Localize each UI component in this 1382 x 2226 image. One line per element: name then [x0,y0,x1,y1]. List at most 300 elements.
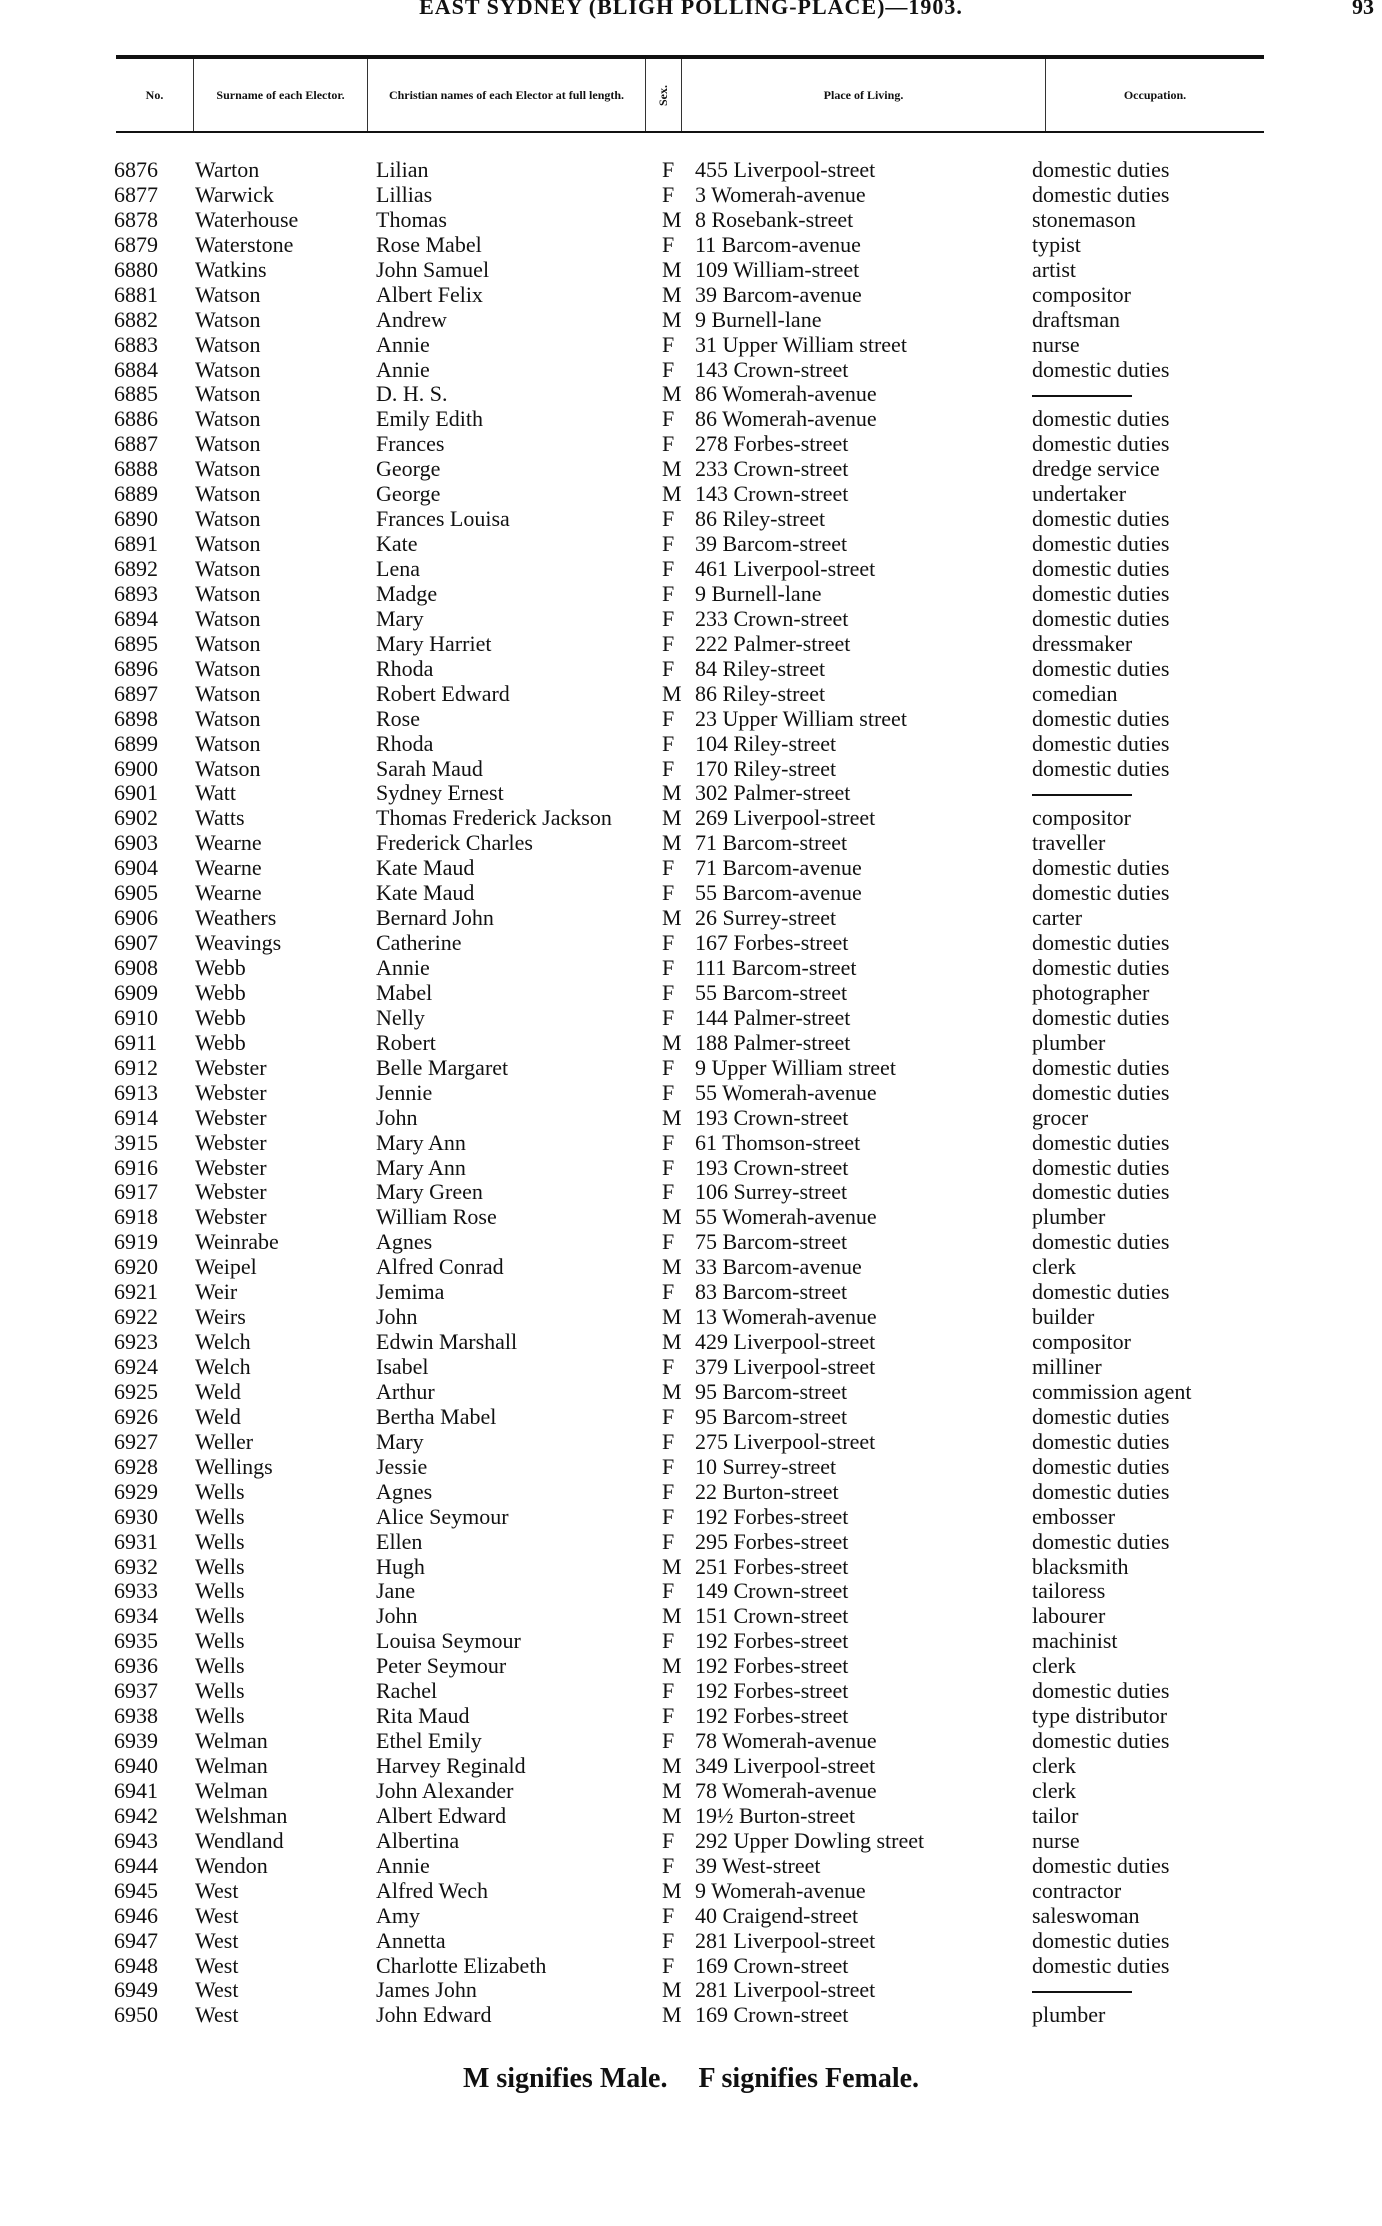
elector-christian-names: Mabel [376,979,433,1005]
elector-number: 6949 [114,1977,158,2003]
elector-surname: Welman [195,1728,268,1754]
elector-occupation: nurse [1032,331,1080,357]
table-row [0,1031,1382,1056]
elector-christian-names: George [376,481,441,507]
elector-surname: Waterhouse [195,206,299,232]
table-row [0,1579,1382,1604]
elector-sex: F [662,556,675,581]
elector-place-of-living: 295 Forbes-street [695,1528,849,1554]
elector-sex: M [662,805,682,831]
elector-christian-names: Louisa Seymour [376,1628,521,1654]
female-legend: F signifies Female. [698,2063,920,2094]
table-row [0,856,1382,881]
blank-occupation-dash [1032,794,1132,796]
elector-sex: M [662,1254,682,1280]
table-row [0,1505,1382,1530]
elector-number: 6892 [114,556,158,581]
elector-sex: F [662,1179,675,1205]
elector-surname: Watson [195,281,261,307]
elector-number: 6897 [114,680,158,706]
elector-occupation: embosser [1032,1503,1116,1529]
column-header-occupation: Occupation. [1123,87,1187,102]
elector-place-of-living: 9 Upper William street [695,1054,896,1080]
elector-occupation: domestic duties [1032,1952,1170,1978]
table-row [0,1629,1382,1654]
elector-christian-names: Mary Harriet [376,630,492,656]
table-row [0,333,1382,358]
elector-sex: F [662,1453,675,1479]
elector-number: 6881 [114,281,158,307]
elector-place-of-living: 455 Liverpool-street [695,157,876,182]
elector-number: 6939 [114,1728,158,1754]
elector-surname: Wells [195,1628,245,1654]
elector-christian-names: Agnes [376,1478,433,1504]
elector-occupation: milliner [1032,1354,1102,1379]
elector-number: 6911 [114,1029,158,1055]
elector-place-of-living: 281 Liverpool-street [695,1977,876,2003]
elector-sex: F [662,930,675,956]
table-row [0,582,1382,607]
table-row [0,781,1382,806]
elector-sex: F [662,1079,675,1105]
elector-occupation: clerk [1032,1254,1076,1280]
elector-surname: Welch [195,1329,251,1355]
elector-number: 6886 [114,406,158,432]
elector-place-of-living: 192 Forbes-street [695,1678,849,1704]
elector-christian-names: John [376,1304,418,1330]
elector-number: 6931 [114,1528,158,1554]
elector-place-of-living: 86 Womerah-avenue [695,406,877,432]
running-head [0,0,1382,20]
elector-sex: F [662,1728,675,1754]
elector-occupation: tailoress [1032,1578,1106,1604]
elector-occupation: domestic duties [1032,930,1170,956]
elector-christian-names: Kate Maud [376,855,475,881]
elector-christian-names: Albert Edward [376,1802,507,1828]
elector-surname: Weinrabe [195,1229,279,1255]
elector-occupation: artist [1032,256,1076,282]
elector-number: 6894 [114,605,158,631]
elector-place-of-living: 55 Womerah-avenue [695,1079,877,1105]
table-row [0,1056,1382,1081]
elector-surname: Waterstone [195,231,294,257]
elector-occupation: traveller [1032,830,1106,856]
elector-sex: F [662,605,675,631]
elector-christian-names: Alice Seymour [376,1503,509,1529]
table-row [0,707,1382,732]
table-row [0,1330,1382,1355]
table-row [0,1205,1382,1230]
elector-christian-names: Lillias [376,181,433,207]
elector-place-of-living: 106 Surrey-street [695,1179,848,1205]
elector-sex: M [662,2002,682,2028]
table-row [0,1929,1382,1954]
elector-sex: F [662,1054,675,1080]
table-row [0,507,1382,532]
elector-occupation [1032,1978,1132,2002]
elector-surname: Wells [195,1678,245,1704]
elector-sex: F [662,1678,675,1704]
elector-place-of-living: 192 Forbes-street [695,1628,849,1654]
elector-occupation: clerk [1032,1777,1076,1803]
elector-surname: Wells [195,1553,245,1579]
elector-occupation: draftsman [1032,306,1120,332]
elector-surname: Webb [195,1029,246,1055]
elector-christian-names: Ethel Emily [376,1728,482,1754]
elector-surname: Weavings [195,930,282,956]
elector-christian-names: Frances [376,431,445,457]
page-title: EAST SYDNEY (BLIGH POLLING-PLACE)—1903. [419,0,963,19]
elector-surname: Webster [195,1154,267,1180]
elector-number: 3915 [114,1129,158,1155]
elector-place-of-living: 55 Barcom-avenue [695,880,862,906]
elector-surname: Wearne [195,855,262,881]
table-row [0,682,1382,707]
table-row [0,1280,1382,1305]
table-row [0,1455,1382,1480]
elector-place-of-living: 143 Crown-street [695,356,849,382]
elector-surname: Wellings [195,1453,273,1479]
elector-number: 6914 [114,1104,158,1130]
table-row [0,632,1382,657]
elector-occupation: domestic duties [1032,855,1170,881]
table-row [0,1131,1382,1156]
elector-number: 6927 [114,1428,158,1454]
elector-sex: F [662,1004,675,1030]
elector-occupation: domestic duties [1032,1004,1170,1030]
elector-occupation: domestic duties [1032,157,1170,182]
elector-christian-names: Edwin Marshall [376,1329,518,1355]
elector-number: 6947 [114,1927,158,1953]
elector-occupation: domestic duties [1032,730,1170,756]
elector-christian-names: James John [376,1977,477,2003]
elector-occupation: domestic duties [1032,556,1170,581]
elector-occupation: type distributor [1032,1703,1168,1729]
elector-christian-names: Rachel [376,1678,438,1704]
elector-surname: Webster [195,1179,267,1205]
elector-occupation: domestic duties [1032,431,1170,457]
elector-christian-names: Peter Seymour [376,1653,507,1679]
elector-place-of-living: 78 Womerah-avenue [695,1728,877,1754]
elector-occupation [1032,382,1132,406]
elector-number: 6902 [114,805,158,831]
elector-place-of-living: 233 Crown-street [695,456,849,482]
elector-sex: F [662,1129,675,1155]
blank-occupation-dash [1032,1991,1132,1993]
elector-number: 6920 [114,1254,158,1280]
table-row [0,831,1382,856]
elector-christian-names: Mary [376,605,424,631]
elector-place-of-living: 170 Riley-street [695,755,837,781]
table-row [0,382,1382,407]
elector-occupation: domestic duties [1032,1678,1170,1704]
table-row [0,1555,1382,1580]
elector-christian-names: Lena [376,556,420,581]
elector-place-of-living: 33 Barcom-avenue [695,1254,862,1280]
elector-occupation: domestic duties [1032,1852,1170,1878]
elector-occupation: domestic duties [1032,880,1170,906]
elector-place-of-living: 144 Palmer-street [695,1004,851,1030]
elector-sex: F [662,855,675,881]
table-row [0,358,1382,383]
elector-surname: Webb [195,955,246,980]
elector-occupation: dressmaker [1032,630,1133,656]
elector-sex: M [662,281,682,307]
elector-occupation: dredge service [1032,456,1160,482]
elector-surname: Webster [195,1054,267,1080]
elector-sex: F [662,1154,675,1180]
elector-occupation: domestic duties [1032,531,1170,557]
elector-occupation: blacksmith [1032,1553,1129,1579]
elector-christian-names: Hugh [376,1553,425,1579]
elector-number: 6887 [114,431,158,457]
table-row [0,1779,1382,1804]
elector-surname: Warwick [195,181,274,207]
elector-place-of-living: 278 Forbes-street [695,431,849,457]
elector-number: 6919 [114,1229,158,1255]
elector-sex: M [662,905,682,931]
elector-number: 6910 [114,1004,158,1030]
table-row [0,1954,1382,1979]
elector-occupation: domestic duties [1032,1154,1170,1180]
elector-christian-names: Alfred Wech [376,1877,489,1903]
elector-surname: Welch [195,1354,251,1379]
elector-sex: F [662,1428,675,1454]
elector-place-of-living: 86 Riley-street [695,506,826,532]
elector-surname: Watson [195,556,261,581]
elector-surname: Watson [195,481,261,507]
elector-surname: Welshman [195,1802,288,1828]
elector-number: 6948 [114,1952,158,1978]
elector-sex: M [662,256,682,282]
sex-legend [0,2063,1382,2095]
elector-number: 6880 [114,256,158,282]
elector-surname: Watson [195,356,261,382]
elector-list [0,158,1382,2028]
elector-sex: M [662,1802,682,1828]
elector-surname: Wells [195,1603,245,1629]
elector-christian-names: Frances Louisa [376,506,510,532]
column-header-place-of-living: Place of Living. [682,59,1046,131]
elector-occupation: domestic duties [1032,1179,1170,1205]
elector-christian-names: Jennie [376,1079,433,1105]
elector-sex: F [662,880,675,906]
table-row [0,1106,1382,1131]
elector-sex: M [662,1378,682,1404]
elector-place-of-living: 61 Thomson-street [695,1129,861,1155]
elector-occupation: photographer [1032,979,1150,1005]
elector-place-of-living: 22 Burton-street [695,1478,839,1504]
column-header-sex [646,59,682,131]
table-row [0,1729,1382,1754]
elector-occupation: stonemason [1032,206,1136,232]
elector-sex: M [662,1304,682,1330]
elector-christian-names: Rose Mabel [376,231,482,257]
elector-sex: F [662,331,675,357]
elector-number: 6942 [114,1802,158,1828]
table-row [0,607,1382,632]
column-header-sex-label: Sex. [656,84,670,106]
elector-surname: West [195,1952,239,1978]
elector-place-of-living: 55 Barcom-street [695,979,848,1005]
elector-sex: F [662,431,675,457]
elector-occupation: domestic duties [1032,755,1170,781]
elector-christian-names: Sarah Maud [376,755,483,781]
elector-number: 6918 [114,1204,158,1230]
elector-place-of-living: 71 Barcom-street [695,830,848,856]
elector-number: 6921 [114,1279,158,1305]
blank-occupation-dash [1032,395,1132,397]
table-row [0,1704,1382,1729]
elector-place-of-living: 86 Riley-street [695,680,826,706]
elector-surname: Watson [195,406,261,432]
elector-place-of-living: 281 Liverpool-street [695,1927,876,1953]
elector-sex: F [662,356,675,382]
elector-christian-names: Annie [376,1852,430,1878]
elector-sex: M [662,680,682,706]
elector-number: 6929 [114,1478,158,1504]
elector-sex: M [662,1029,682,1055]
elector-sex: F [662,1229,675,1255]
elector-surname: Watson [195,381,261,407]
elector-surname: West [195,1927,239,1953]
elector-number: 6895 [114,630,158,656]
elector-sex: M [662,306,682,332]
elector-christian-names: Mary Ann [376,1129,466,1155]
elector-sex: F [662,630,675,656]
elector-surname: Watson [195,531,261,557]
elector-place-of-living: 429 Liverpool-street [695,1329,876,1355]
elector-place-of-living: 9 Burnell-lane [695,580,822,606]
elector-surname: Watson [195,580,261,606]
elector-place-of-living: 39 Barcom-avenue [695,281,862,307]
elector-surname: Watkins [195,256,267,282]
elector-occupation: domestic duties [1032,705,1170,731]
table-row [0,657,1382,682]
elector-number: 6938 [114,1703,158,1729]
elector-sex: F [662,1578,675,1604]
elector-sex: F [662,1528,675,1554]
elector-number: 6923 [114,1329,158,1355]
elector-place-of-living: 19½ Burton-street [695,1802,856,1828]
elector-number: 6899 [114,730,158,756]
elector-place-of-living: 193 Crown-street [695,1154,849,1180]
elector-number: 6882 [114,306,158,332]
elector-occupation: typist [1032,231,1081,257]
elector-sex: F [662,231,675,257]
elector-occupation: comedian [1032,680,1118,706]
elector-occupation: domestic duties [1032,1428,1170,1454]
elector-sex: M [662,206,682,232]
table-row [0,1854,1382,1879]
elector-occupation: domestic duties [1032,1054,1170,1080]
table-row [0,1679,1382,1704]
elector-place-of-living: 222 Palmer-street [695,630,851,656]
elector-christian-names: Andrew [376,306,447,332]
table-row [0,1829,1382,1854]
elector-sex: M [662,1753,682,1778]
elector-sex: F [662,705,675,731]
elector-occupation: clerk [1032,1753,1076,1778]
page-number: 93 [1352,0,1374,19]
elector-surname: Wells [195,1578,245,1604]
elector-christian-names: Mary Green [376,1179,483,1205]
elector-number: 6908 [114,955,158,980]
elector-occupation: domestic duties [1032,356,1170,382]
elector-place-of-living: 10 Surrey-street [695,1453,837,1479]
elector-surname: West [195,1977,239,2003]
table-row [0,1879,1382,1904]
table-row [0,881,1382,906]
elector-place-of-living: 83 Barcom-street [695,1279,848,1305]
elector-sex: F [662,730,675,756]
elector-occupation: domestic duties [1032,406,1170,432]
table-row [0,1530,1382,1555]
elector-occupation: domestic duties [1032,1129,1170,1155]
elector-place-of-living: 9 Womerah-avenue [695,1877,866,1903]
elector-christian-names: John [376,1104,418,1130]
elector-surname: Weld [195,1378,241,1404]
elector-sex: M [662,481,682,507]
elector-place-of-living: 349 Liverpool-street [695,1753,876,1778]
elector-sex: F [662,157,675,182]
elector-place-of-living: 86 Womerah-avenue [695,381,877,407]
elector-surname: Wendland [195,1827,284,1853]
elector-occupation: domestic duties [1032,605,1170,631]
table-row [0,1380,1382,1405]
elector-place-of-living: 251 Forbes-street [695,1553,849,1579]
elector-occupation: domestic duties [1032,1728,1170,1754]
elector-place-of-living: 55 Womerah-avenue [695,1204,877,1230]
elector-place-of-living: 13 Womerah-avenue [695,1304,877,1330]
elector-number: 6906 [114,905,158,931]
elector-sex: F [662,1902,675,1928]
elector-surname: Watson [195,456,261,482]
elector-christian-names: Frederick Charles [376,830,533,856]
elector-place-of-living: 95 Barcom-street [695,1378,848,1404]
elector-christian-names: Thomas Frederick Jackson [376,805,612,831]
elector-number: 6884 [114,356,158,382]
elector-number: 6883 [114,331,158,357]
elector-christian-names: Kate Maud [376,880,475,906]
elector-surname: Weld [195,1403,241,1429]
elector-occupation: plumber [1032,1204,1106,1230]
elector-number: 6877 [114,181,158,207]
elector-christian-names: Robert [376,1029,436,1055]
table-row [0,1604,1382,1629]
elector-christian-names: Lilian [376,157,429,182]
elector-surname: Watson [195,730,261,756]
elector-sex: F [662,1852,675,1878]
elector-number: 6934 [114,1603,158,1629]
elector-christian-names: Albertina [376,1827,460,1853]
elector-surname: West [195,2002,239,2028]
elector-surname: Warton [195,157,260,182]
elector-number: 6928 [114,1453,158,1479]
elector-number: 6878 [114,206,158,232]
table-row [0,208,1382,233]
elector-sex: F [662,580,675,606]
elector-christian-names: Annetta [376,1927,446,1953]
elector-surname: Wearne [195,880,262,906]
elector-surname: Watson [195,506,261,532]
column-header-no: No. [116,59,194,131]
elector-sex: F [662,1827,675,1853]
elector-number: 6950 [114,2002,158,2028]
elector-christian-names: Mary Ann [376,1154,466,1180]
elector-sex: F [662,1403,675,1429]
elector-surname: Webster [195,1129,267,1155]
